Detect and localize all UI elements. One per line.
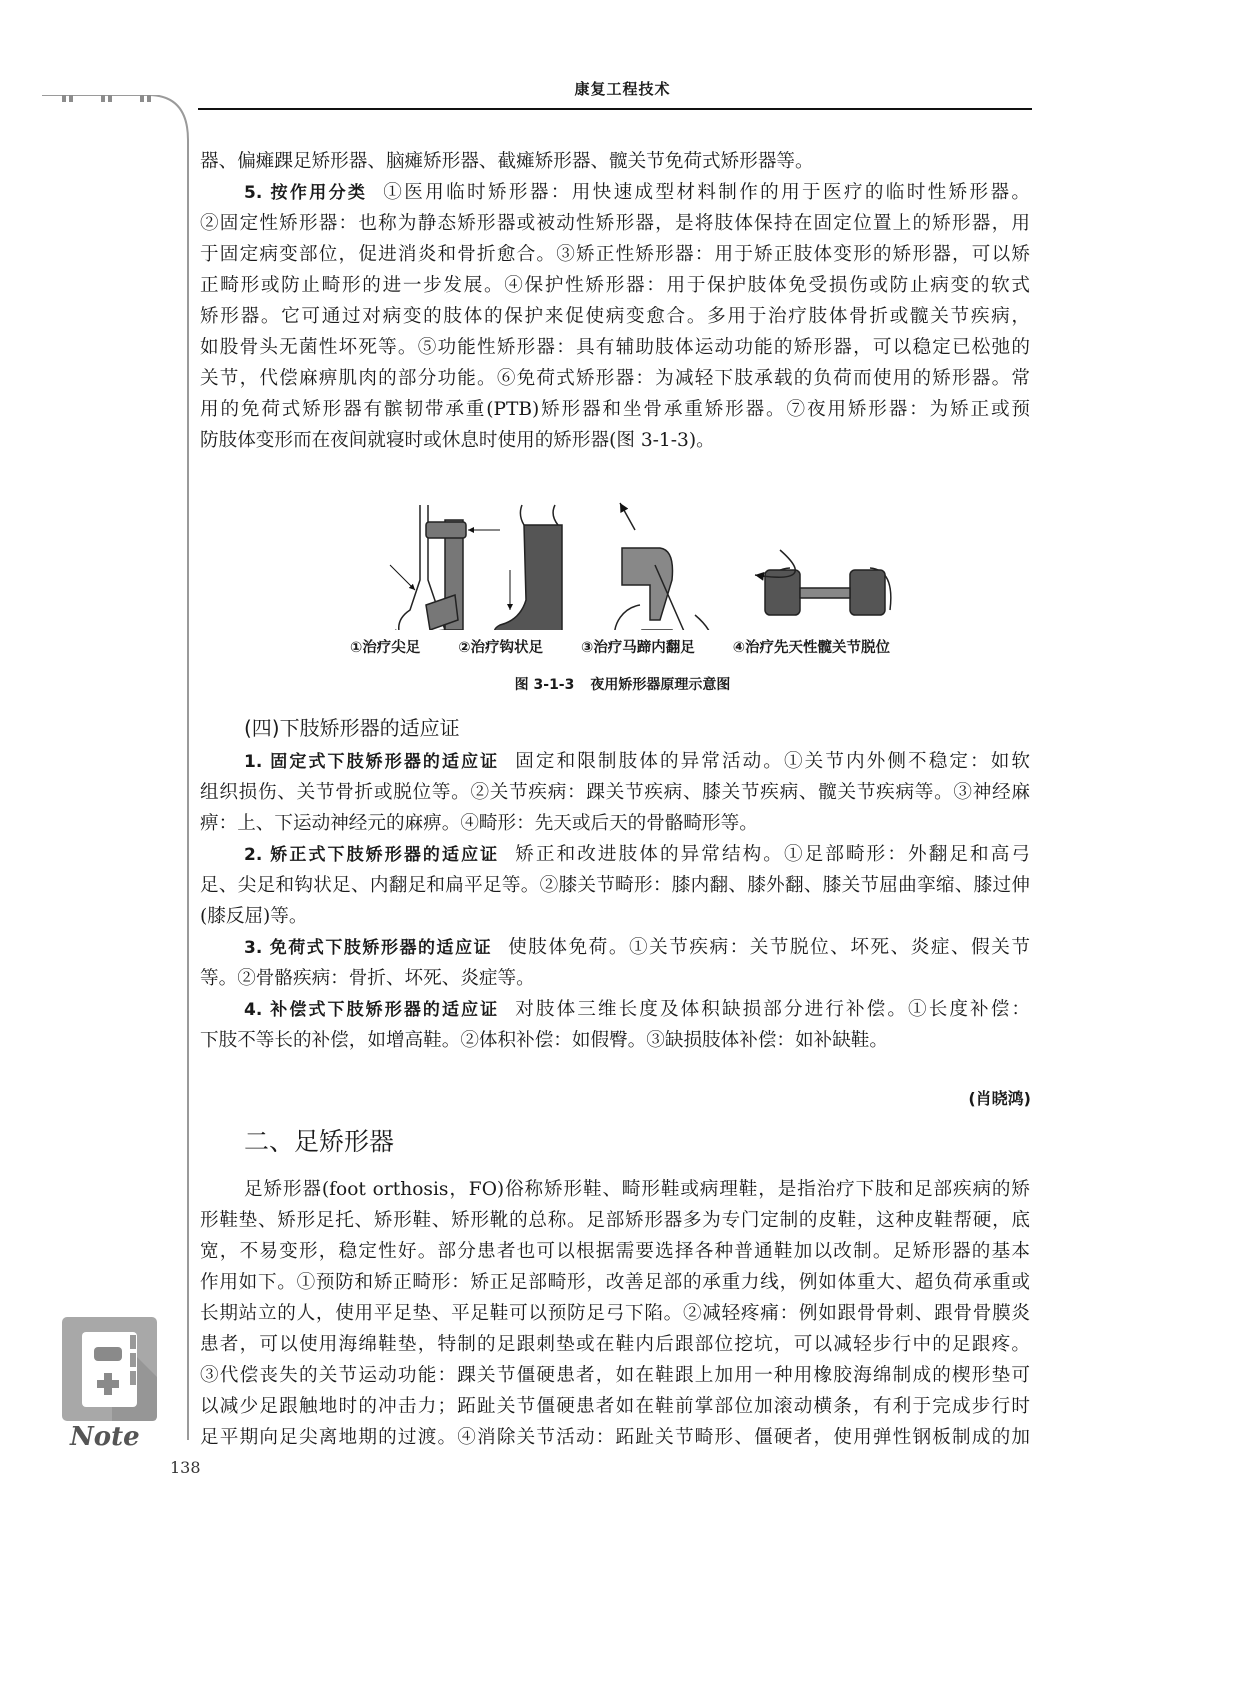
paragraph-text: 宽，不易变形，稳定性好。部分患者也可以根据需要选择各种普通鞋加以改制。足矫形器的基本 — [200, 1241, 1030, 1262]
text-line — [200, 901, 1030, 932]
paragraph-text: 关节，代偿麻痹肌肉的部分功能。⑥免荷式矫形器：为减轻下肢承载的负荷而使用的矫形器。常 — [200, 368, 1030, 389]
paragraph-text: 矫正和改进肢体的异常结构。①足部畸形：外翻足和高弓 — [515, 844, 1030, 865]
paragraph-lead: 5. 按作用分类 — [244, 183, 368, 203]
paragraph-text: (膝反屈)等。 — [200, 906, 308, 927]
text-line — [200, 332, 1030, 363]
text-line — [200, 777, 1030, 808]
text-line — [200, 1298, 1030, 1329]
section-foot-orthosis — [200, 1174, 1030, 1453]
paragraph-text: 组织损伤、关节骨折或脱位等。②关节疾病：踝关节疾病、膝关节疾病、髋关节疾病等。③神经麻 — [200, 782, 1030, 803]
text-line — [200, 1174, 1030, 1205]
text-line — [200, 1025, 1030, 1056]
text-line — [200, 994, 1030, 1025]
paragraph-text: 痹：上、下运动神经元的麻痹。④畸形：先天或后天的骨骼畸形等。 — [200, 813, 758, 834]
paragraph-text: 如股骨头无菌性坏死等。⑤功能性矫形器：具有辅助肢体运动功能的矫形器，可以稳定已松弛的 — [200, 337, 1030, 358]
text-line — [200, 839, 1030, 870]
figure-night-orthosis-illustration — [350, 470, 900, 630]
paragraph-text: 等。②骨骼疾病：骨折、坏死、炎症等。 — [200, 968, 535, 989]
figure-label: ①治疗尖足 — [350, 640, 421, 656]
text-line — [200, 208, 1030, 239]
text-line — [200, 1205, 1030, 1236]
text-line — [200, 177, 1030, 208]
subsection-heading: (四)下肢矫形器的适应证 — [244, 716, 460, 740]
paragraph-text: 正畸形或防止畸形的进一步发展。④保护性矫形器：用于保护肢体免受损伤或防止病变的软式 — [200, 275, 1030, 296]
note-card-icon — [62, 1317, 157, 1421]
running-header: 康复工程技术 — [574, 80, 671, 98]
paragraph-text: 足、尖足和钩状足、内翻足和扁平足等。②膝关节畸形：膝内翻、膝外翻、膝关节屈曲挛缩、膝过伸 — [200, 875, 1030, 896]
header-rule — [198, 108, 1032, 110]
text-line — [200, 146, 1030, 177]
text-line — [200, 270, 1030, 301]
orthosis-hip-dysplasia-drawing — [755, 550, 891, 630]
text-line — [200, 808, 1030, 839]
figure-title: 夜用矫形器原理示意图 — [590, 677, 731, 693]
paragraph-text: 足矫形器(foot orthosis，FO)俗称矫形鞋、畸形鞋或病理鞋，是指治疗下肢和足部疾病的矫 — [244, 1179, 1030, 1200]
text-line — [200, 932, 1030, 963]
figure-label: ③治疗马蹄内翻足 — [580, 640, 695, 656]
text-line — [200, 1422, 1030, 1453]
figure-label: ②治疗钩状足 — [458, 640, 544, 656]
paragraph-text: 固定和限制肢体的异常活动。①关节内外侧不稳定：如软 — [515, 751, 1030, 772]
paragraph-text: 患者，可以使用海绵鞋垫，特制的足跟刺垫或在鞋内后跟部位挖坑，可以减轻步行中的足跟疼。 — [200, 1334, 1030, 1355]
note-label: Note — [70, 1422, 140, 1452]
text-line — [200, 1267, 1030, 1298]
paragraph-text: 以减少足跟触地时的冲击力；跖趾关节僵硬患者如在鞋前掌部位加滚动横条，有利于完成步行时 — [200, 1396, 1030, 1417]
paragraph-lead: 4. 补偿式下肢矫形器的适应证 — [244, 1000, 500, 1020]
text-line — [200, 963, 1030, 994]
figure-label: ④治疗先天性髋关节脱位 — [732, 640, 890, 656]
page-number: 138 — [170, 1458, 201, 1477]
text-line — [200, 870, 1030, 901]
paragraph-lead: 3. 免荷式下肢矫形器的适应证 — [244, 938, 493, 958]
paragraph-text: 用的免荷式矫形器有髌韧带承重(PTB)矫形器和坐骨承重矫形器。⑦夜用矫形器：为矫正或预 — [200, 399, 1030, 420]
text-line — [200, 301, 1030, 332]
text-line — [200, 425, 1030, 456]
paragraph-text: 形鞋垫、矫形足托、矫形鞋、矫形靴的总称。足部矫形器多为专门定制的皮鞋，这种皮鞋帮硬，底 — [200, 1210, 1030, 1231]
text-line — [200, 394, 1030, 425]
margin-ornament — [40, 95, 200, 1455]
orthosis-clubfoot-drawing — [615, 503, 713, 630]
orthosis-calcaneus-drawing — [494, 505, 562, 630]
author-credit: (肖晓鸿) — [968, 1089, 1031, 1108]
text-line — [200, 1329, 1030, 1360]
paragraph-text: ②固定性矫形器：也称为静态矫形器或被动性矫形器，是将肢体保持在固定位置上的矫形器，用 — [200, 213, 1030, 234]
text-line — [200, 746, 1030, 777]
text-line — [200, 1236, 1030, 1267]
text-line — [200, 363, 1030, 394]
paragraph-text: ①医用临时矫形器：用快速成型材料制作的用于医疗的临时性矫形器。 — [383, 182, 1030, 203]
text-line — [200, 1360, 1030, 1391]
paragraph-text: 长期站立的人，使用平足垫、平足鞋可以预防足弓下陷。②减轻疼痛：例如跟骨骨刺、跟骨骨膜炎 — [200, 1303, 1030, 1324]
text-line — [200, 1391, 1030, 1422]
section-heading: 二、足矫形器 — [244, 1127, 395, 1156]
paragraph-text: 作用如下。①预防和矫正畸形：矫正足部畸形，改善足部的承重力线，例如体重大、超负荷承重或 — [200, 1272, 1030, 1293]
paragraph-lead: 2. 矫正式下肢矫形器的适应证 — [244, 845, 500, 865]
paragraph-lead: 1. 固定式下肢矫形器的适应证 — [244, 752, 500, 772]
figure-caption — [0, 674, 1245, 694]
paragraph-text: ③代偿丧失的关节运动功能：踝关节僵硬患者，如在鞋跟上加用一种用橡胶海绵制成的楔形垫可 — [200, 1365, 1030, 1386]
paragraph-text: 矫形器。它可通过对病变的肢体的保护来促使病变愈合。多用于治疗肢体骨折或髋关节疾病， — [200, 306, 1030, 327]
figure-number: 图 3-1-3 — [514, 677, 575, 693]
paragraph-text: 使肢体免荷。①关节疾病：关节脱位、坏死、炎症、假关节 — [508, 937, 1030, 958]
paragraph-text: 于固定病变部位，促进消炎和骨折愈合。③矫正性矫形器：用于矫正肢体变形的矫形器，可以矫 — [200, 244, 1030, 265]
text-line — [200, 239, 1030, 270]
paragraph-text: 器、偏瘫踝足矫形器、脑瘫矫形器、截瘫矫形器、髋关节免荷式矫形器等。 — [200, 151, 814, 172]
orthosis-equinus-drawing — [395, 505, 466, 630]
paragraph-text: 防肢体变形而在夜间就寝时或休息时使用的矫形器(图 3-1-3)。 — [200, 430, 715, 451]
paragraph-text: 足平期向足尖离地期的过渡。④消除关节活动：跖趾关节畸形、僵硬者，使用弹性钢板制成的加 — [200, 1427, 1030, 1448]
section-indications — [200, 746, 1030, 1056]
paragraph-text: 对肢体三维长度及体积缺损部分进行补偿。①长度补偿： — [515, 999, 1030, 1020]
figure-panel-labels — [350, 636, 890, 657]
section-orthosis-classification — [200, 146, 1030, 456]
paragraph-text: 下肢不等长的补偿，如增高鞋。②体积补偿：如假臀。③缺损肢体补偿：如补缺鞋。 — [200, 1030, 888, 1051]
